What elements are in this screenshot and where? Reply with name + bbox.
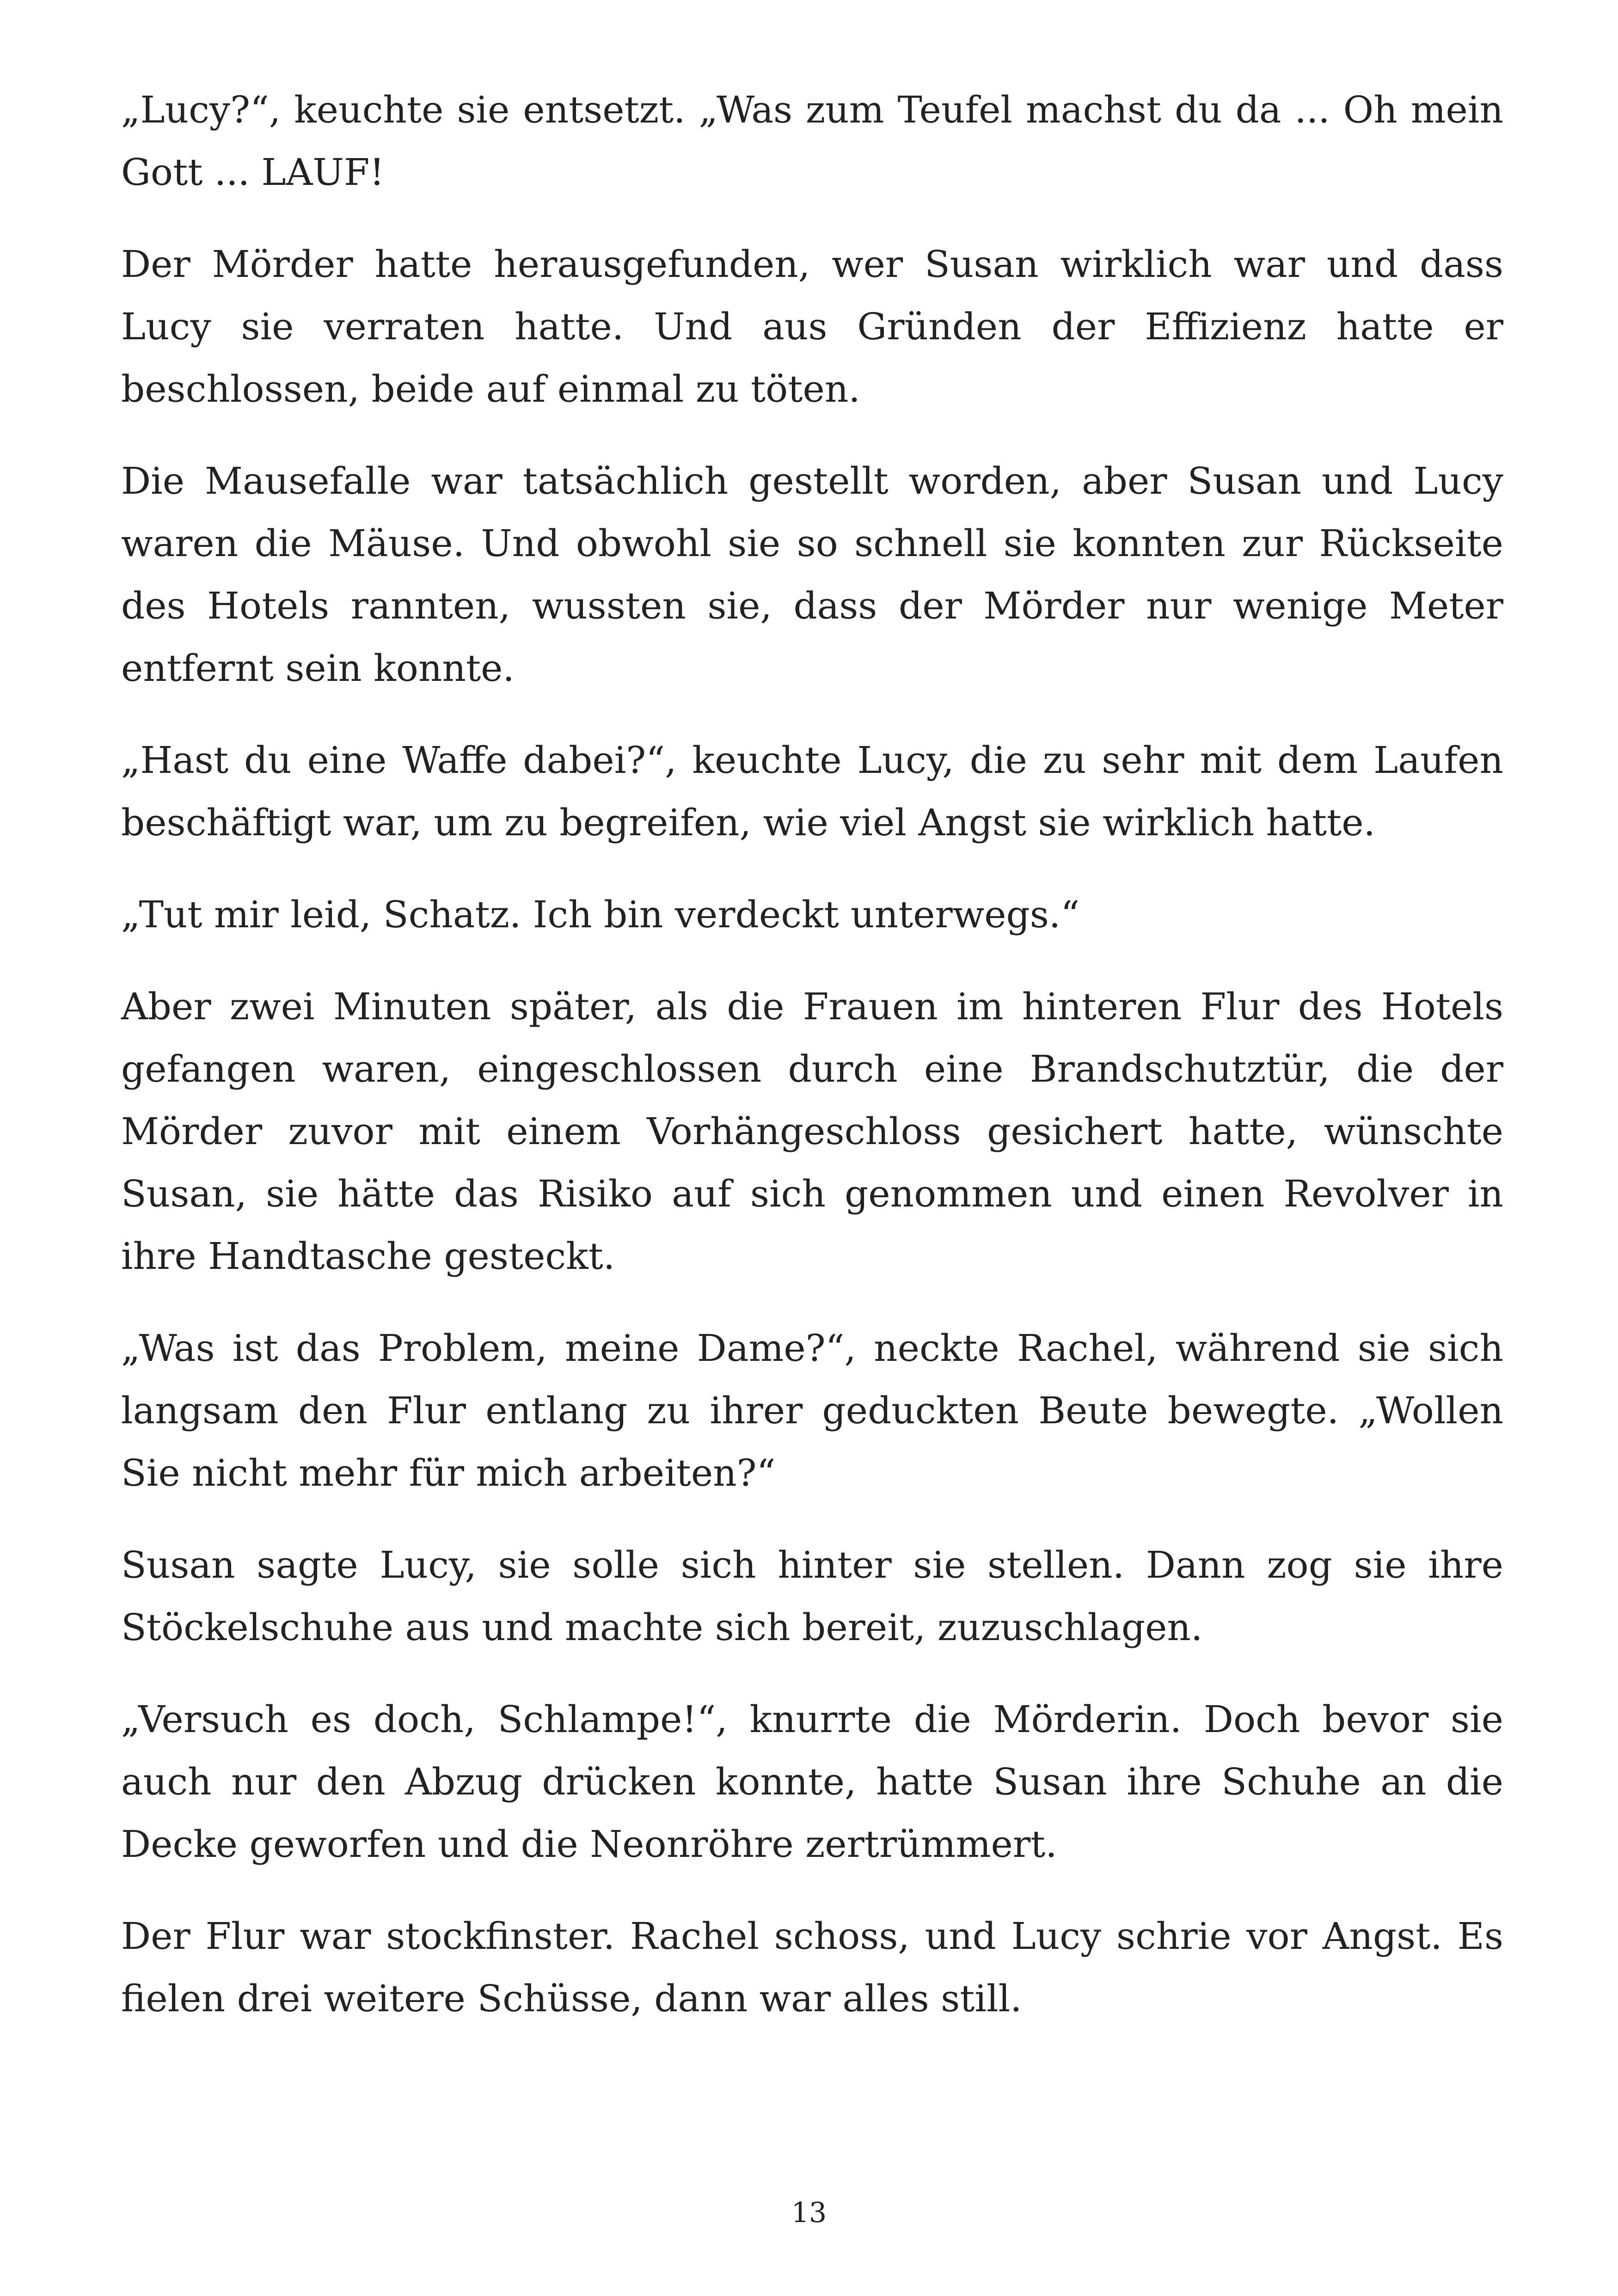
paragraph-8: Susan sagte Lucy, sie solle sich hinter sie stellen. Dann zog sie ihre Stöckelschuhe aus und machte sich bereit, zuzuschlagen. xyxy=(121,1543,1503,1649)
paragraph-5: „Tut mir leid, Schatz. Ich bin verdeckt unterwegs.“ xyxy=(121,893,1080,936)
paragraph-6: Aber zwei Minuten später, als die Frauen im hinteren Flur des Hotels gefangen waren, eingeschlossen durch eine Brandschutztür, die der Mörder zuvor mit einem Vorhängeschloss gesichert hatte, wünschte Susan, sie hätte das Risiko auf sich genommen und einen Revolver in ihre Handtasche gesteckt. xyxy=(121,985,1503,1278)
paragraph-3: Die Mausefalle war tatsächlich gestellt worden, aber Susan und Lucy waren die Mäuse. Und obwohl sie so schnell sie konnten zur Rückseite des Hotels rannten, wussten sie, dass der Mörder nur wenige Meter entfernt sein konnte. xyxy=(121,459,1503,690)
paragraph-9: „Versuch es doch, Schlampe!“, knurrte die Mörderin. Doch bevor sie auch nur den Abzug drücken konnte, hatte Susan ihre Schuhe an die Decke geworfen und die Neonröhre zertrümmert. xyxy=(121,1698,1503,1866)
body-text xyxy=(121,79,1503,2059)
paragraph-2: Der Mörder hatte herausgefunden, wer Susan wirklich war und dass Lucy sie verraten hatte. Und aus Gründen der Effizienz hatte er beschlossen, beide auf einmal zu töten. xyxy=(121,243,1503,410)
paragraph-10: Der Flur war stockfinster. Rachel schoss, und Lucy schrie vor Angst. Es fielen drei weitere Schüsse, dann war alles still. xyxy=(121,1915,1503,2020)
paragraph-4: „Hast du eine Waffe dabei?“, keuchte Lucy, die zu sehr mit dem Laufen beschäftigt war, um zu begreifen, wie viel Angst sie wirklich hatte. xyxy=(121,739,1503,844)
page-number: 13 xyxy=(791,2197,827,2229)
paragraph-1: „Lucy?“, keuchte sie entsetzt. „Was zum Teufel machst du da ... Oh mein Gott ... LAUF! xyxy=(121,88,1503,194)
paragraph-7: „Was ist das Problem, meine Dame?“, neckte Rachel, während sie sich langsam den Flur entlang zu ihrer geduckten Beute bewegte. „Wollen Sie nicht mehr für mich arbeiten?“ xyxy=(121,1327,1503,1494)
